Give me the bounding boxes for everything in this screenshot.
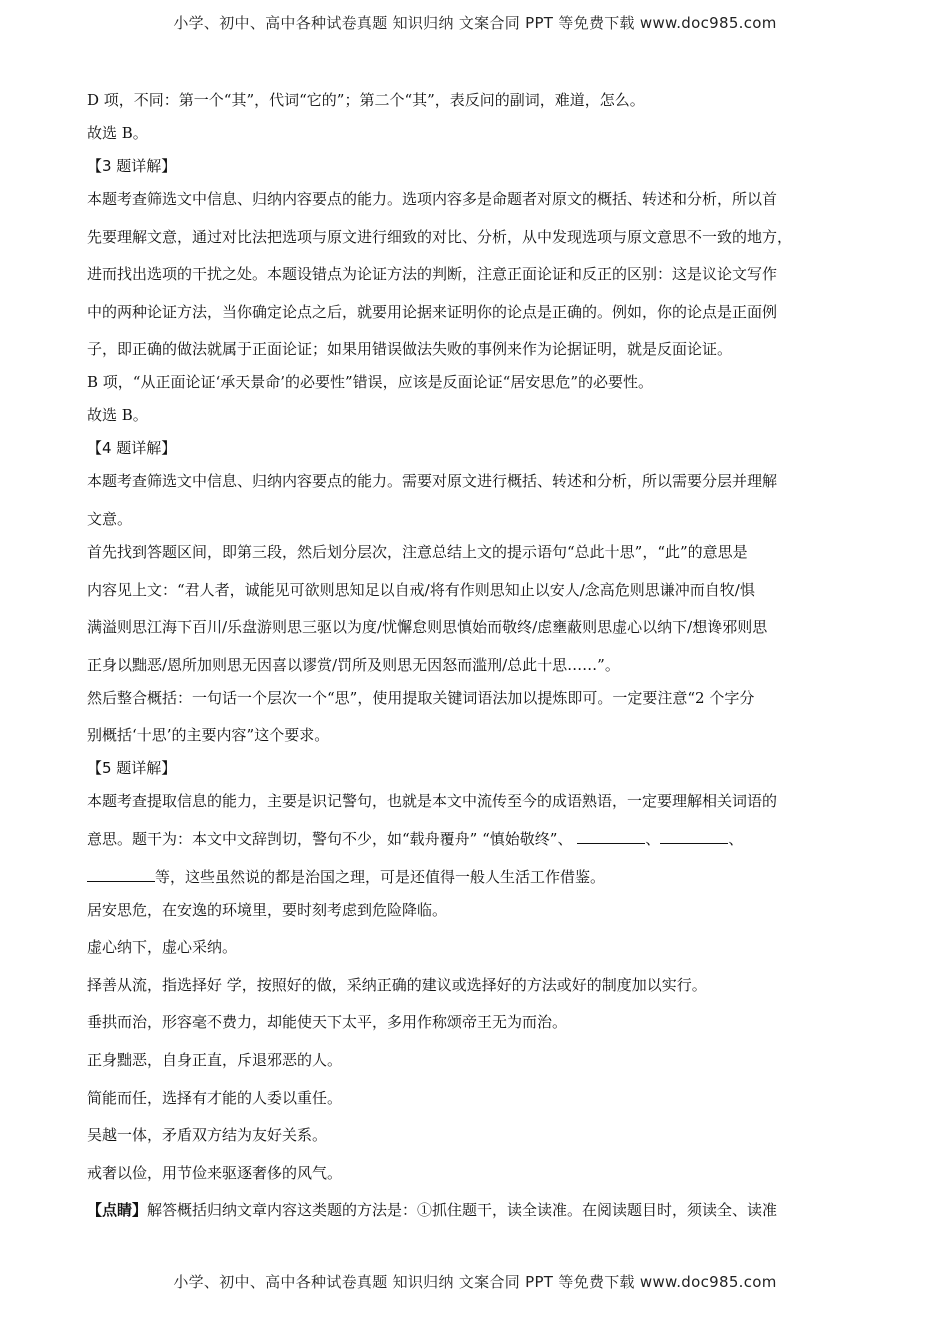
fill-blank xyxy=(87,867,155,882)
separator: 、 xyxy=(645,829,661,848)
paragraph-line: 本题考查提取信息的能力，主要是识记警句，也就是本文中流传至今的成语熟语，一定要理解相关词语的 xyxy=(87,792,778,811)
paragraph-line: 中的两种论证方法，当你确定论点之后，就要用论据来证明你的论点是正确的。例如，你的论点是正面例 xyxy=(87,302,778,321)
fill-blank xyxy=(577,829,645,844)
paragraph-line: 满溢则思江海下百川/乐盘游则思三驱以为度/忧懈怠则思慎始而敬终/虑壅蔽则思虚心以纳下/想谗邪则思 xyxy=(87,618,768,637)
page-header: 小学、初中、高中各种试卷真题 知识归纳 文案合同 PPT 等免费下载 www.doc985.com xyxy=(173,14,777,32)
paragraph-line: 戒奢以俭，用节俭来驱逐奢侈的风气。 xyxy=(87,1163,343,1182)
paragraph-line: 垂拱而治，形容毫不费力，却能使天下太平，多用作称颂帝王无为而治。 xyxy=(87,1013,568,1032)
paragraph-line: 虚心纳下，虚心采纳。 xyxy=(87,938,238,957)
paragraph-line: 内容见上文：“君人者，诚能见可欲则思知足以自戒/将有作则思知止以安人/念高危则思谦冲而自牧/惧 xyxy=(87,580,755,599)
paragraph-line: 故选 B。 xyxy=(87,406,148,425)
paragraph-line: D 项，不同：第一个“其”，代词“它的”；第二个“其”，表反问的副词，难道，怎么。 xyxy=(87,91,645,109)
paragraph-line: 别概括‘十思’的主要内容”这个要求。 xyxy=(87,726,330,745)
paragraph-line: 本题考查筛选文中信息、归纳内容要点的能力。选项内容多是命题者对原文的概括、转述和分析，所以首 xyxy=(87,190,778,208)
paragraph-line: 本题考查筛选文中信息、归纳内容要点的能力。需要对原文进行概括、转述和分析，所以需要分层并理解 xyxy=(87,472,778,491)
paragraph-line: 正身黜恶，自身正直，斥退邪恶的人。 xyxy=(87,1050,343,1069)
paragraph-line xyxy=(87,1196,865,1234)
line-text: 意思。题干为：本文中文辞剀切，警句不少，如“载舟覆舟” “慎始敬终”、 xyxy=(87,829,573,848)
fill-blank xyxy=(660,829,728,844)
paragraph-line: 然后整合概括：一句话一个层次一个“思”，使用提取关键词语法加以提炼即可。一定要注意“2 个字分 xyxy=(87,688,755,707)
paragraph-line: 先要理解文意，通过对比法把选项与原文进行细致的对比、分析，从中发现选项与原文意思不一致的地方， xyxy=(87,227,793,246)
paragraph-line: 正身以黜恶/恩所加则思无因喜以谬赏/罚所及则思无因怒而滥刑/总此十思……”。 xyxy=(87,655,620,674)
paragraph-line: B 项，“从正面论证‘承天景命’的必要性”错误，应该是反面论证“居安思危”的必要性。 xyxy=(87,373,654,392)
paragraph-line-with-blanks xyxy=(87,825,865,863)
paragraph-line: 吴越一体，矛盾双方结为友好关系。 xyxy=(87,1126,328,1145)
paragraph-line: 子，即正确的做法就属于正面论证；如果用错误做法失败的事例来作为论据证明，就是反面论证。 xyxy=(87,340,733,359)
line-text: 解答概括归纳文章内容这类题的方法是：①抓住题干，读全读准。在阅读题目时，须读全、读准 xyxy=(147,1201,778,1220)
paragraph-line: 故选 B。 xyxy=(87,124,148,142)
section-heading-5: 【5 题详解】 xyxy=(87,759,177,778)
paragraph-line: 简能而任，选择有才能的人委以重任。 xyxy=(87,1088,343,1107)
document-body xyxy=(87,86,865,1234)
section-heading-3: 【3 题详解】 xyxy=(87,157,177,175)
paragraph-line: 进而找出选项的干扰之处。本题设错点为论证方法的判断，注意正面论证和反正的区别：这是议论文写作 xyxy=(87,265,778,284)
page-footer: 小学、初中、高中各种试卷真题 知识归纳 文案合同 PPT 等免费下载 www.doc985.com xyxy=(173,1273,777,1291)
paragraph-line-with-blank xyxy=(87,863,865,896)
paragraph-line: 文意。 xyxy=(87,509,133,528)
section-heading-4: 【4 题详解】 xyxy=(87,439,177,458)
paragraph-line: 择善从流，指选择好 学，按照好的做，采纳正确的建议或选择好的方法或好的制度加以实行。 xyxy=(87,975,707,994)
paragraph-line: 首先找到答题区间，即第三段，然后划分层次，注意总结上文的提示语句“总此十思”，“此”的意思是 xyxy=(87,542,748,561)
line-text: 等，这些虽然说的都是治国之理，可是还值得一般人生活工作借鉴。 xyxy=(155,867,606,886)
tip-label: 【点睛】 xyxy=(87,1201,148,1220)
paragraph-line: 居安思危，在安逸的环境里，要时刻考虑到危险降临。 xyxy=(87,900,448,919)
separator: 、 xyxy=(728,829,744,848)
